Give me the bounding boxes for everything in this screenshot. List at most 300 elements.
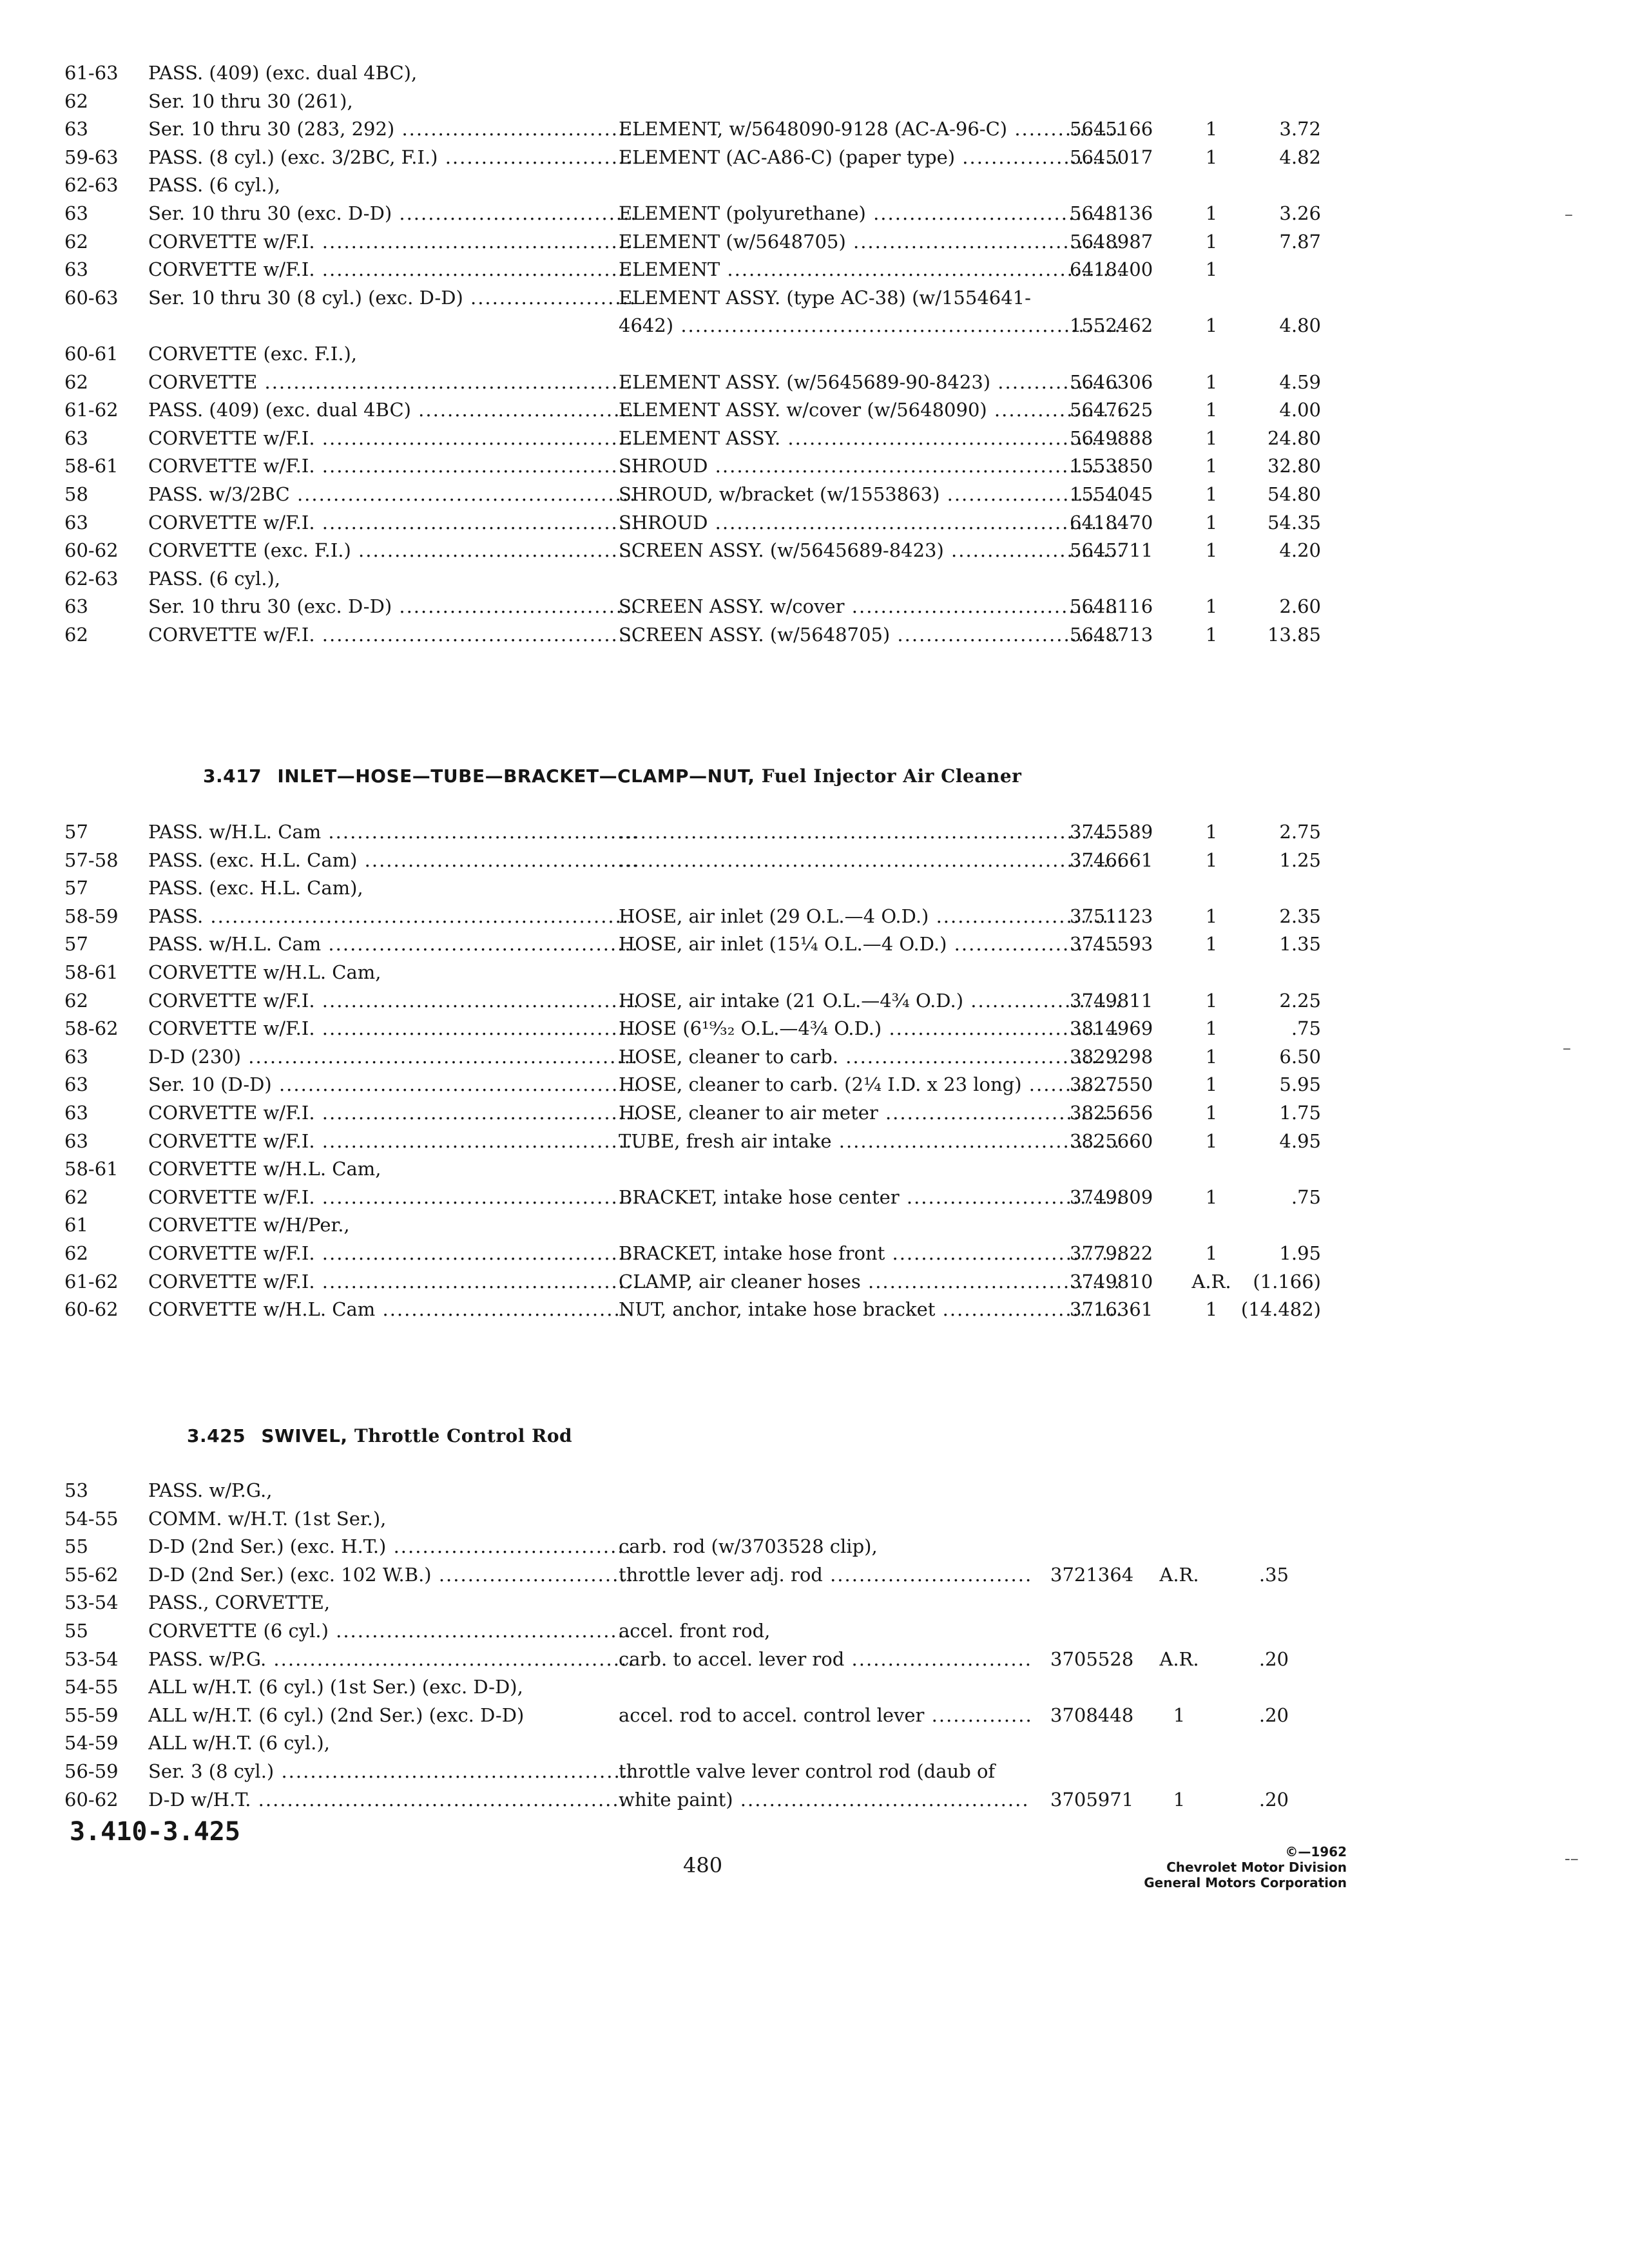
part-number-cell: 3829298 — [1070, 1045, 1153, 1068]
price-cell: 5.95 — [1279, 1073, 1321, 1096]
price-cell: .20 — [1258, 1704, 1289, 1726]
table-row — [64, 1729, 1353, 1758]
part-number-cell: 3745593 — [1070, 933, 1153, 956]
model-cell: PASS. ..... — [148, 903, 638, 931]
quantity-cell: A.R. — [1159, 1648, 1199, 1670]
year-cell: 53 — [64, 1479, 88, 1501]
description-cell: accel. front rod, — [619, 1619, 771, 1642]
description-cell: ELEMENT ASSY. (w/5645689-90-8423) ..... — [619, 369, 1121, 397]
model-cell: COMM. w/H.T. (1st Ser.), — [148, 1507, 387, 1530]
description-cell: SHROUD, w/bracket (w/1553863) ..... — [619, 481, 1121, 509]
model-cell: CORVETTE w/H.L. Cam, — [148, 1158, 381, 1180]
year-cell: 58-59 — [64, 905, 119, 927]
table-row — [64, 1184, 1353, 1212]
table-row — [64, 1589, 1353, 1617]
table-row — [64, 1015, 1353, 1043]
description-cell: 4642) ..... — [619, 312, 1121, 340]
model-cell: PASS. (6 cyl.), — [148, 567, 281, 590]
table-row — [64, 200, 1353, 228]
year-cell: 61-63 — [64, 62, 119, 84]
table-row — [64, 284, 1353, 312]
copyright: ©—1962 — [1285, 1844, 1347, 1860]
price-cell: 1.95 — [1279, 1242, 1321, 1264]
section-number: 3.425 — [187, 1425, 246, 1446]
model-cell: CORVETTE w/F.I. ..... — [148, 987, 638, 1015]
table-row — [64, 312, 1353, 340]
part-number-cell: 5645711 — [1070, 539, 1153, 562]
price-cell: 4.95 — [1279, 1129, 1321, 1152]
division: Chevrolet Motor Division — [1166, 1860, 1347, 1875]
model-cell: CORVETTE w/F.I. ..... — [148, 228, 638, 256]
description-cell: HOSE (6¹⁹⁄₃₂ O.L.—4¾ O.D.) ..... — [619, 1015, 1121, 1043]
model-cell: CORVETTE w/F.I. ..... — [148, 1015, 638, 1043]
model-cell: PASS. w/P.G. ..... — [148, 1646, 631, 1674]
model-cell: CORVETTE (6 cyl.) ..... — [148, 1617, 631, 1646]
table-row — [64, 1071, 1353, 1099]
table-row — [64, 171, 1353, 200]
year-cell: 58-61 — [64, 1158, 119, 1180]
model-cell: PASS. w/H.L. Cam ..... — [148, 818, 638, 847]
quantity-cell: 1 — [1205, 1129, 1218, 1152]
year-cell: 58-61 — [64, 455, 119, 477]
year-cell: 62-63 — [64, 174, 119, 197]
table-row — [64, 59, 1353, 88]
model-cell: ALL w/H.T. (6 cyl.), — [148, 1732, 330, 1754]
table-row — [64, 144, 1353, 172]
table-row — [64, 1211, 1353, 1240]
part-number-cell: 3749811 — [1070, 989, 1153, 1012]
description-cell: SHROUD ..... — [619, 509, 1121, 537]
description-cell: throttle valve lever control rod (daub of — [619, 1760, 996, 1782]
description-cell: SCREEN ASSY. (w/5648705) ..... — [619, 621, 1121, 649]
year-cell: 56-59 — [64, 1760, 119, 1782]
table-row — [64, 1296, 1353, 1324]
price-cell: 3.72 — [1279, 118, 1321, 140]
quantity-cell: 1 — [1205, 595, 1218, 618]
table-row — [64, 1155, 1353, 1184]
description-cell: HOSE, cleaner to carb. ..... — [619, 1043, 1121, 1072]
corporation: General Motors Corporation — [1144, 1875, 1347, 1890]
description-cell: ELEMENT ASSY. (type AC-38) (w/1554641- — [619, 286, 1031, 309]
model-cell: CORVETTE ..... — [148, 369, 638, 397]
part-number-cell: 1552462 — [1070, 314, 1153, 337]
quantity-cell: 1 — [1205, 1298, 1218, 1321]
price-cell: 1.75 — [1279, 1101, 1321, 1124]
model-cell: CORVETTE w/F.I. ..... — [148, 452, 638, 481]
section-title: INLET—HOSE—TUBE—BRACKET—CLAMP—NUT, — [277, 765, 755, 787]
year-cell: 55-59 — [64, 1704, 119, 1726]
model-cell: PASS., CORVETTE, — [148, 1591, 331, 1614]
part-number-cell: 3721364 — [1050, 1563, 1134, 1586]
price-cell: 6.50 — [1279, 1045, 1321, 1068]
table-row — [64, 847, 1353, 875]
part-number-cell: 3708448 — [1050, 1704, 1134, 1726]
price-cell: .75 — [1291, 1186, 1321, 1208]
quantity-cell: 1 — [1205, 539, 1218, 562]
model-cell: CORVETTE w/F.I. ..... — [148, 621, 638, 649]
description-cell: ELEMENT ASSY. w/cover (w/5648090) ..... — [619, 396, 1121, 425]
description-cell: BRACKET, intake hose front ..... — [619, 1240, 1121, 1268]
price-cell: .35 — [1258, 1563, 1289, 1586]
model-cell: PASS. (6 cyl.), — [148, 174, 281, 197]
table-row — [64, 1099, 1353, 1128]
table-row — [64, 1477, 1353, 1505]
price-cell: 4.20 — [1279, 539, 1321, 562]
year-cell: 61 — [64, 1214, 88, 1236]
quantity-cell: 1 — [1205, 849, 1218, 871]
year-cell: 55 — [64, 1535, 88, 1558]
description-cell: HOSE, cleaner to carb. (2¼ I.D. x 23 long) ..... — [619, 1071, 1121, 1099]
year-cell: 57 — [64, 933, 88, 956]
quantity-cell: 1 — [1205, 1186, 1218, 1208]
description-cell — [619, 818, 1121, 847]
model-cell: ALL w/H.T. (6 cyl.) (1st Ser.) (exc. D-D), — [148, 1676, 523, 1698]
table-row — [64, 1043, 1353, 1072]
year-cell: 53-54 — [64, 1648, 119, 1670]
year-cell: 63 — [64, 258, 88, 281]
table-row — [64, 396, 1353, 425]
part-number-cell: 3716361 — [1070, 1298, 1153, 1321]
part-number-cell: 3825660 — [1070, 1129, 1153, 1152]
description-cell: throttle lever adj. rod ..... — [619, 1561, 1031, 1590]
model-cell: Ser. 10 (D-D) ..... — [148, 1071, 638, 1099]
part-number-cell: 3705971 — [1050, 1788, 1134, 1811]
part-number-cell: 5645166 — [1070, 118, 1153, 140]
table-row — [64, 1758, 1353, 1786]
year-cell: 61-62 — [64, 399, 119, 421]
quantity-cell: 1 — [1205, 118, 1218, 140]
description-cell: HOSE, air intake (21 O.L.—4¾ O.D.) ..... — [619, 987, 1121, 1015]
model-cell: CORVETTE (exc. F.I.) ..... — [148, 537, 638, 565]
description-cell: TUBE, fresh air intake ..... — [619, 1128, 1121, 1156]
year-cell: 57-58 — [64, 849, 119, 871]
year-cell: 58-61 — [64, 961, 119, 983]
model-cell: CORVETTE (exc. F.I.), — [148, 342, 358, 365]
part-number-cell: 3814969 — [1070, 1017, 1153, 1040]
section-subtitle: Throttle Control Rod — [354, 1425, 573, 1446]
description-cell: white paint) ..... — [619, 1786, 1031, 1814]
part-number-cell: 6418470 — [1070, 511, 1153, 533]
price-cell: 3.26 — [1279, 202, 1321, 224]
table-row — [64, 256, 1353, 284]
part-number-cell: 5649888 — [1070, 427, 1153, 449]
year-cell: 55-62 — [64, 1563, 119, 1586]
year-cell: 53-54 — [64, 1591, 119, 1614]
part-number-cell: 5646306 — [1070, 370, 1153, 393]
table-row — [64, 1505, 1353, 1533]
section-3-425-table — [64, 1477, 1353, 1814]
year-cell: 61-62 — [64, 1270, 119, 1293]
price-cell: 54.35 — [1267, 511, 1321, 533]
table-row — [64, 959, 1353, 987]
table-row — [64, 1702, 1353, 1730]
year-cell: 62 — [64, 370, 88, 393]
year-cell: 62 — [64, 1186, 88, 1208]
year-cell: 54-55 — [64, 1676, 119, 1698]
quantity-cell: 1 — [1205, 455, 1218, 477]
model-cell: CORVETTE w/F.I. ..... — [148, 1184, 638, 1212]
quantity-cell: 1 — [1205, 1101, 1218, 1124]
part-number-cell: 1554045 — [1070, 483, 1153, 505]
table-row — [64, 1240, 1353, 1268]
model-cell: Ser. 10 thru 30 (exc. D-D) ..... — [148, 593, 638, 621]
part-number-cell: 3751123 — [1070, 905, 1153, 927]
model-cell: PASS. w/H.L. Cam ..... — [148, 930, 638, 959]
page-range: 3.410-3.425 — [70, 1817, 240, 1847]
description-cell: SCREEN ASSY. w/cover ..... — [619, 593, 1121, 621]
part-number-cell: 5647625 — [1070, 399, 1153, 421]
year-cell: 62 — [64, 1242, 88, 1264]
price-cell: 4.59 — [1279, 370, 1321, 393]
year-cell: 57 — [64, 877, 88, 899]
table-row — [64, 481, 1353, 509]
quantity-cell: 1 — [1205, 1073, 1218, 1096]
table-row — [64, 509, 1353, 537]
description-cell: ELEMENT (AC-A86-C) (paper type) ..... — [619, 144, 1121, 172]
table-row — [64, 903, 1353, 931]
quantity-cell: 1 — [1205, 202, 1218, 224]
quantity-cell: 1 — [1205, 427, 1218, 449]
quantity-cell: 1 — [1173, 1788, 1186, 1811]
model-cell: CORVETTE w/F.I. ..... — [148, 425, 638, 453]
quantity-cell: 1 — [1205, 370, 1218, 393]
model-cell: Ser. 10 thru 30 (8 cyl.) (exc. D-D) ..... — [148, 284, 638, 312]
model-cell: PASS. (exc. H.L. Cam), — [148, 877, 363, 899]
table-row — [64, 1617, 1353, 1646]
year-cell: 63 — [64, 595, 88, 618]
year-cell: 60-62 — [64, 539, 119, 562]
quantity-cell: 1 — [1205, 230, 1218, 253]
price-cell: 54.80 — [1267, 483, 1321, 505]
quantity-cell: 1 — [1205, 1242, 1218, 1264]
table-row — [64, 1673, 1353, 1702]
quantity-cell: 1 — [1205, 821, 1218, 843]
description-cell: ELEMENT (w/5648705) ..... — [619, 228, 1121, 256]
table-row — [64, 874, 1353, 903]
margin-mark: – — [1565, 205, 1573, 224]
quantity-cell: 1 — [1205, 258, 1218, 281]
description-cell: carb. to accel. lever rod ..... — [619, 1646, 1031, 1674]
year-cell: 63 — [64, 1073, 88, 1096]
price-cell: (1.166) — [1253, 1270, 1321, 1293]
table-row — [64, 818, 1353, 847]
model-cell: CORVETTE w/H.L. Cam ..... — [148, 1296, 638, 1324]
model-cell: Ser. 10 thru 30 (exc. D-D) ..... — [148, 200, 638, 228]
year-cell: 55 — [64, 1619, 88, 1642]
year-cell: 60-62 — [64, 1788, 119, 1811]
price-cell: 2.25 — [1279, 989, 1321, 1012]
description-cell: CLAMP, air cleaner hoses ..... — [619, 1268, 1121, 1296]
section-air-cleaner-elements — [64, 59, 1353, 649]
price-cell: 2.35 — [1279, 905, 1321, 927]
table-row — [64, 1561, 1353, 1590]
model-cell: CORVETTE w/F.I. ..... — [148, 1268, 638, 1296]
model-cell: CORVETTE w/F.I. ..... — [148, 256, 638, 284]
year-cell: 63 — [64, 1129, 88, 1152]
price-cell: 1.25 — [1279, 849, 1321, 871]
publisher-credit — [1070, 1844, 1347, 1890]
quantity-cell: 1 — [1205, 933, 1218, 956]
model-cell: ALL w/H.T. (6 cyl.) (2nd Ser.) (exc. D-D) — [148, 1704, 525, 1726]
table-row — [64, 593, 1353, 621]
quantity-cell: 1 — [1173, 1704, 1186, 1726]
description-cell: carb. rod (w/3703528 clip), — [619, 1535, 878, 1558]
model-cell: Ser. 10 thru 30 (283, 292) ..... — [148, 115, 638, 144]
model-cell: PASS. (409) (exc. dual 4BC), — [148, 62, 418, 84]
price-cell: 7.87 — [1279, 230, 1321, 253]
part-number-cell: 5648136 — [1070, 202, 1153, 224]
year-cell: 60-61 — [64, 342, 119, 365]
model-cell: CORVETTE w/F.I. ..... — [148, 1128, 638, 1156]
section-subtitle: Fuel Injector Air Cleaner — [761, 765, 1022, 787]
description-cell: HOSE, cleaner to air meter ..... — [619, 1099, 1121, 1128]
table-row — [64, 1533, 1353, 1561]
year-cell: 62 — [64, 623, 88, 646]
price-cell: 1.35 — [1279, 933, 1321, 956]
table-row — [64, 369, 1353, 397]
year-cell: 60-63 — [64, 286, 119, 309]
model-cell: CORVETTE w/H.L. Cam, — [148, 961, 381, 983]
model-cell: CORVETTE w/F.I. ..... — [148, 1240, 638, 1268]
year-cell: 60-62 — [64, 1298, 119, 1321]
description-cell: BRACKET, intake hose center ..... — [619, 1184, 1121, 1212]
description-cell: ELEMENT, w/5648090-9128 (AC-A-96-C) ..... — [619, 115, 1121, 144]
description-cell: ELEMENT ASSY. ..... — [619, 425, 1121, 453]
model-cell: D-D w/H.T. ..... — [148, 1786, 631, 1814]
table-row — [64, 88, 1353, 116]
description-cell: HOSE, air inlet (15¼ O.L.—4 O.D.) ..... — [619, 930, 1121, 959]
section-heading-3-425 — [187, 1425, 572, 1446]
model-cell: Ser. 3 (8 cyl.) ..... — [148, 1758, 631, 1786]
quantity-cell: 1 — [1205, 623, 1218, 646]
year-cell: 63 — [64, 1045, 88, 1068]
part-number-cell: 3745589 — [1070, 821, 1153, 843]
table-row — [64, 115, 1353, 144]
description-cell: HOSE, air inlet (29 O.L.—4 O.D.) ..... — [619, 903, 1121, 931]
price-cell: (14.482) — [1240, 1298, 1321, 1321]
table-row — [64, 425, 1353, 453]
table-row — [64, 537, 1353, 565]
price-cell: .20 — [1258, 1788, 1289, 1811]
table-row — [64, 340, 1353, 369]
year-cell: 62 — [64, 90, 88, 112]
margin-mark: -– — [1565, 1849, 1579, 1869]
model-cell: PASS. w/P.G., — [148, 1479, 273, 1501]
table-row — [64, 1128, 1353, 1156]
part-number-cell: 3746661 — [1070, 849, 1153, 871]
part-number-cell: 1553850 — [1070, 455, 1153, 477]
price-cell: 2.75 — [1279, 821, 1321, 843]
table-row — [64, 930, 1353, 959]
year-cell: 62 — [64, 989, 88, 1012]
price-cell: 4.82 — [1279, 146, 1321, 168]
table-row — [64, 1646, 1353, 1674]
quantity-cell: 1 — [1205, 314, 1218, 337]
model-cell: PASS. (409) (exc. dual 4BC) ..... — [148, 396, 638, 425]
price-cell: .75 — [1291, 1017, 1321, 1040]
year-cell: 59-63 — [64, 146, 119, 168]
year-cell: 63 — [64, 202, 88, 224]
quantity-cell: 1 — [1205, 989, 1218, 1012]
part-number-cell: 3749810 — [1070, 1270, 1153, 1293]
part-number-cell: 6418400 — [1070, 258, 1153, 281]
quantity-cell: 1 — [1205, 483, 1218, 505]
description-cell: ELEMENT ..... — [619, 256, 1121, 284]
price-cell: 32.80 — [1267, 455, 1321, 477]
year-cell: 63 — [64, 427, 88, 449]
margin-mark: – — [1563, 1039, 1571, 1058]
table-row — [64, 987, 1353, 1015]
part-number-cell: 3825656 — [1070, 1101, 1153, 1124]
model-cell: D-D (230) ..... — [148, 1043, 638, 1072]
part-number-cell: 5645017 — [1070, 146, 1153, 168]
table-row — [64, 565, 1353, 593]
model-cell: D-D (2nd Ser.) (exc. H.T.) ..... — [148, 1533, 631, 1561]
quantity-cell: 1 — [1205, 399, 1218, 421]
quantity-cell: 1 — [1205, 1045, 1218, 1068]
description-cell: NUT, anchor, intake hose bracket ..... — [619, 1296, 1121, 1324]
price-cell: .20 — [1258, 1648, 1289, 1670]
price-cell: 4.00 — [1279, 399, 1321, 421]
table-row — [64, 621, 1353, 649]
quantity-cell: A.R. — [1159, 1563, 1199, 1586]
table-row — [64, 1786, 1353, 1814]
quantity-cell: 1 — [1205, 146, 1218, 168]
description-cell: SCREEN ASSY. (w/5645689-8423) ..... — [619, 537, 1121, 565]
year-cell: 54-55 — [64, 1507, 119, 1530]
year-cell: 57 — [64, 821, 88, 843]
model-cell: D-D (2nd Ser.) (exc. 102 W.B.) ..... — [148, 1561, 631, 1590]
quantity-cell: A.R. — [1191, 1270, 1231, 1293]
quantity-cell: 1 — [1205, 905, 1218, 927]
year-cell: 63 — [64, 118, 88, 140]
part-number-cell: 3827550 — [1070, 1073, 1153, 1096]
price-cell: 13.85 — [1267, 623, 1321, 646]
quantity-cell: 1 — [1205, 511, 1218, 533]
description-cell: accel. rod to accel. control lever ..... — [619, 1702, 1031, 1730]
model-cell: PASS. w/3/2BC ..... — [148, 481, 638, 509]
table-row — [64, 1268, 1353, 1296]
model-cell: Ser. 10 thru 30 (261), — [148, 90, 353, 112]
model-cell: PASS. (8 cyl.) (exc. 3/2BC, F.I.) ..... — [148, 144, 638, 172]
price-cell: 24.80 — [1267, 427, 1321, 449]
model-cell: CORVETTE w/F.I. ..... — [148, 1099, 638, 1128]
price-cell: 2.60 — [1279, 595, 1321, 618]
table-row — [64, 228, 1353, 256]
year-cell: 58-62 — [64, 1017, 119, 1040]
section-3-417-table — [64, 818, 1353, 1324]
part-number-cell: 3749809 — [1070, 1186, 1153, 1208]
part-number-cell: 5648713 — [1070, 623, 1153, 646]
year-cell: 62 — [64, 230, 88, 253]
quantity-cell: 1 — [1205, 1017, 1218, 1040]
year-cell: 63 — [64, 511, 88, 533]
section-number: 3.417 — [203, 765, 262, 787]
part-number-cell: 5648987 — [1070, 230, 1153, 253]
table-row — [64, 452, 1353, 481]
price-cell: 4.80 — [1279, 314, 1321, 337]
year-cell: 58 — [64, 483, 88, 505]
section-title: SWIVEL, — [261, 1425, 348, 1446]
part-number-cell: 5648116 — [1070, 595, 1153, 618]
description-cell: ELEMENT (polyurethane) ..... — [619, 200, 1121, 228]
description-cell: SHROUD ..... — [619, 452, 1121, 481]
model-cell: PASS. (exc. H.L. Cam) ..... — [148, 847, 638, 875]
year-cell: 54-59 — [64, 1732, 119, 1754]
year-cell: 62-63 — [64, 567, 119, 590]
model-cell: CORVETTE w/H/Per., — [148, 1214, 350, 1236]
year-cell: 63 — [64, 1101, 88, 1124]
